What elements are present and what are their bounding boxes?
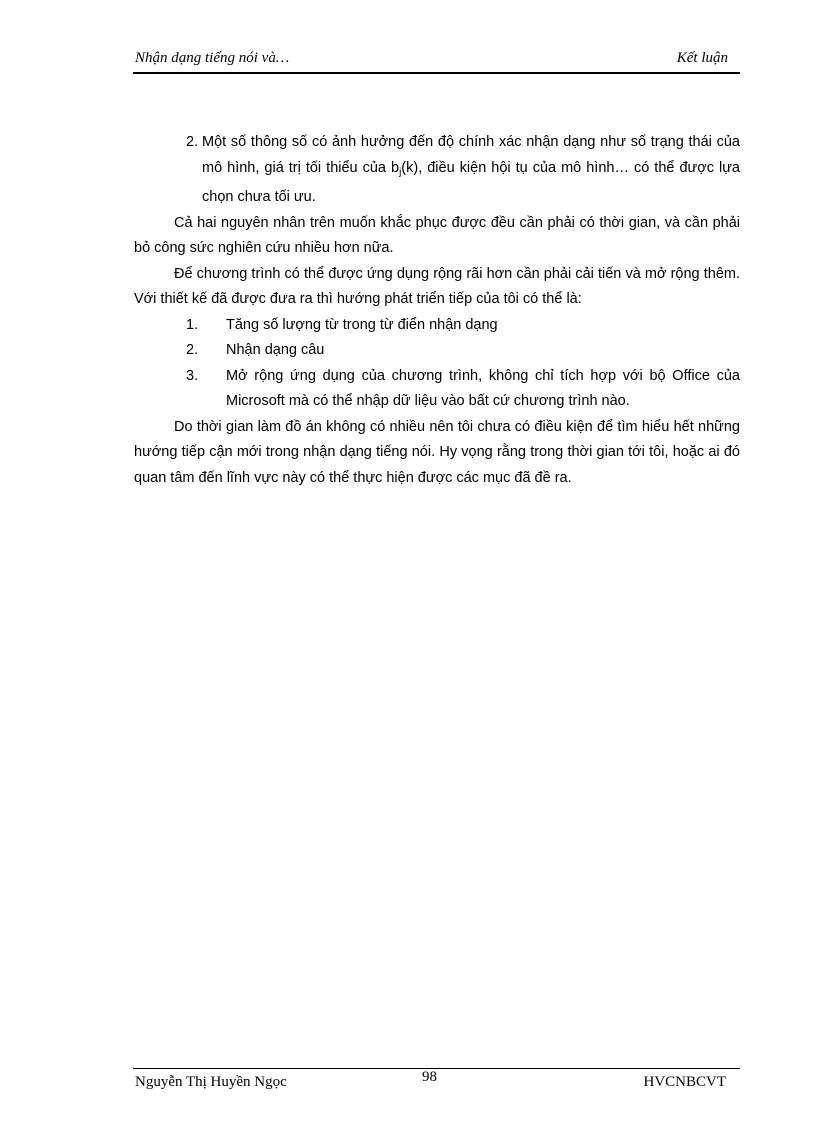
list-item-number: 1. [186,316,199,333]
list-item-text: Nhận dạng câu [226,342,325,358]
footer-page-number: 98 [422,1069,437,1085]
list-item [134,313,740,339]
list-item [134,338,740,364]
list-item [134,364,740,415]
header-section: Kết luận [676,50,728,66]
item-text-before: Một số thông số có ảnh hưởng đến độ chính xác nhận dạng như số trạng thái của mô hình, giá trị tối thiểu của b [202,134,740,176]
list-item-text: Mở rộng ứng dụng của chương trình, không chỉ tích hợp với bộ Office của Microsoft mà có thể nhập dữ liệu vào bất cứ chương trình nào. [226,367,740,409]
page-footer [133,1068,740,1090]
paragraph-2: Để chương trình có thể được ứng dụng rộng rãi hơn cần phải cải tiến và mở rộng thêm. Với thiết kế đã được đưa ra thì hướng phát triển tiếp của tôi có thể là: [134,265,740,307]
paragraph-3: Do thời gian làm đồ án không có nhiều nên tôi chưa có điều kiện để tìm hiểu hết những hướng tiếp cận mới trong nhận dạng tiếng nói. Hy vọng rằng trong thời gian tới tôi, hoặc ai đó quan tâm đến lĩnh vực này có thể thực hiện được các mục đã đề ra. [134,418,740,486]
numbered-item-2 [134,130,740,211]
list-item-number: 2. [186,342,199,358]
page-header [133,46,740,74]
paragraph-1: Cả hai nguyên nhân trên muốn khắc phục được đều cần phải có thời gian, và cần phải bỏ công sức nghiên cứu nhiều hơn nữa. [134,214,740,256]
page-body [134,130,740,491]
item-number: 2. [186,134,199,150]
footer-author: Nguyễn Thị Huyền Ngọc [135,1074,287,1090]
development-list [134,313,740,415]
header-title: Nhận dạng tiếng nói và… [135,50,290,66]
item-subscript: j [399,166,402,178]
list-item-text: Tăng số lượng từ trong từ điển nhận dạng [226,316,498,333]
footer-organization: HVCNBCVT [643,1074,726,1090]
item-text-after: (k), điều kiện hội tụ của mô hình… có thể được lựa chọn chưa tối ưu. [202,159,740,205]
list-item-number: 3. [186,367,199,384]
